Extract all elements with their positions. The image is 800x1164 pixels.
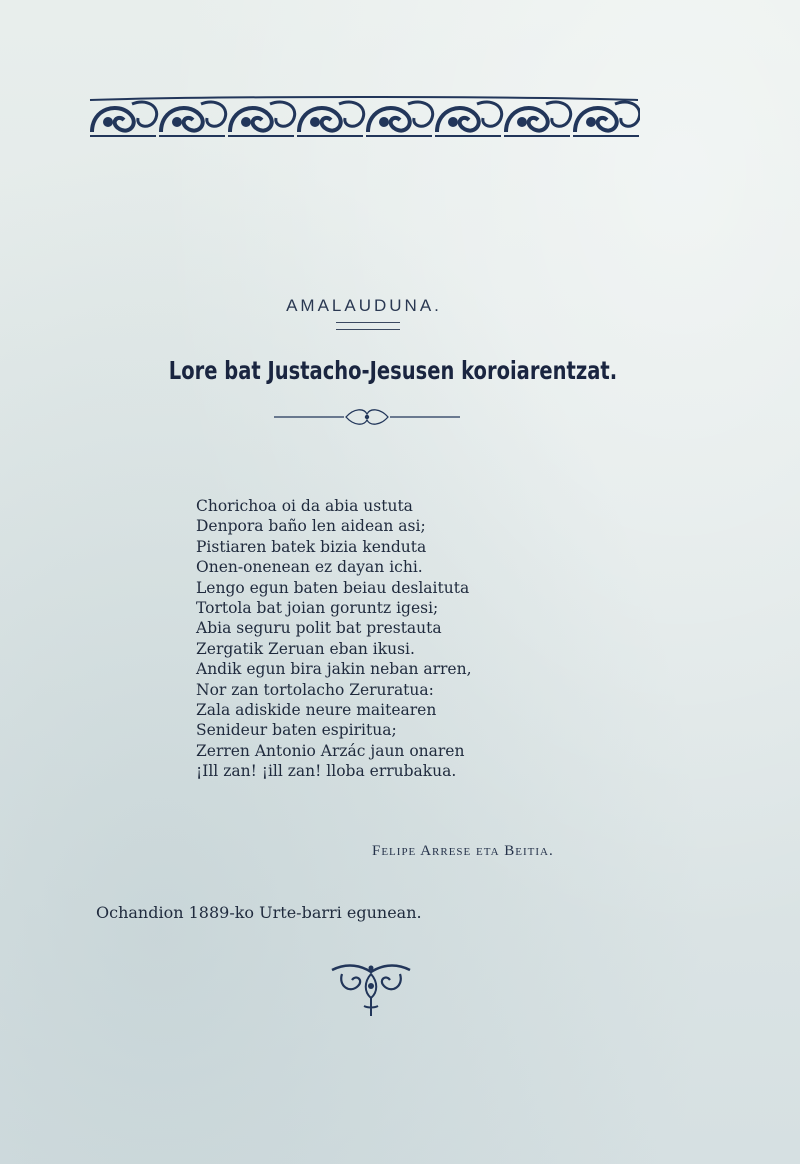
fleuron-rule-icon (274, 404, 460, 430)
poem-line: Denpora baño len aidean asi; (196, 517, 426, 536)
poem-line: Chorichoa oi da abia ustuta (196, 497, 413, 515)
poem-line: Pistiaren batek bizia kenduta (196, 537, 427, 556)
dateline: Ochandion 1889-ko Urte-barri egunean. (96, 903, 422, 922)
poem-line: Onen-onenean ez dayan ichi. (196, 558, 423, 577)
scroll-band-ornament-icon (88, 96, 640, 142)
poem-line: Zala adiskide neure maitearen (196, 701, 437, 720)
poem-line: Zergatik Zeruan eban ikusi. (196, 639, 415, 658)
poem-line: Senideur baten espiritua; (196, 721, 397, 740)
poem-line: ¡Ill zan! ¡ill zan! lloba errubakua. (196, 762, 457, 781)
author-signature: Felipe Arrese eta Beitia. (372, 843, 554, 859)
poem-body (196, 496, 472, 782)
poem-line: Tortola bat joian goruntz igesi; (196, 599, 439, 618)
poem-line: Zerren Antonio Arzác jaun onaren (196, 741, 465, 760)
poem-line: Abia seguru polit bat prestauta (196, 619, 442, 638)
section-title: AMALAUDUNA. (286, 296, 442, 315)
poem-line: Nor zan tortolacho Zeruratua: (196, 680, 434, 699)
poem-line: Lengo egun baten beiau deslaituta (196, 578, 470, 597)
poem-line: Andik egun bira jakin neban arren, (196, 660, 472, 679)
double-rule-divider (336, 322, 400, 330)
floral-tailpiece-icon (328, 960, 414, 1020)
poem-title: Lore bat Justacho-Jesusen koroiarentzat. (168, 356, 618, 385)
